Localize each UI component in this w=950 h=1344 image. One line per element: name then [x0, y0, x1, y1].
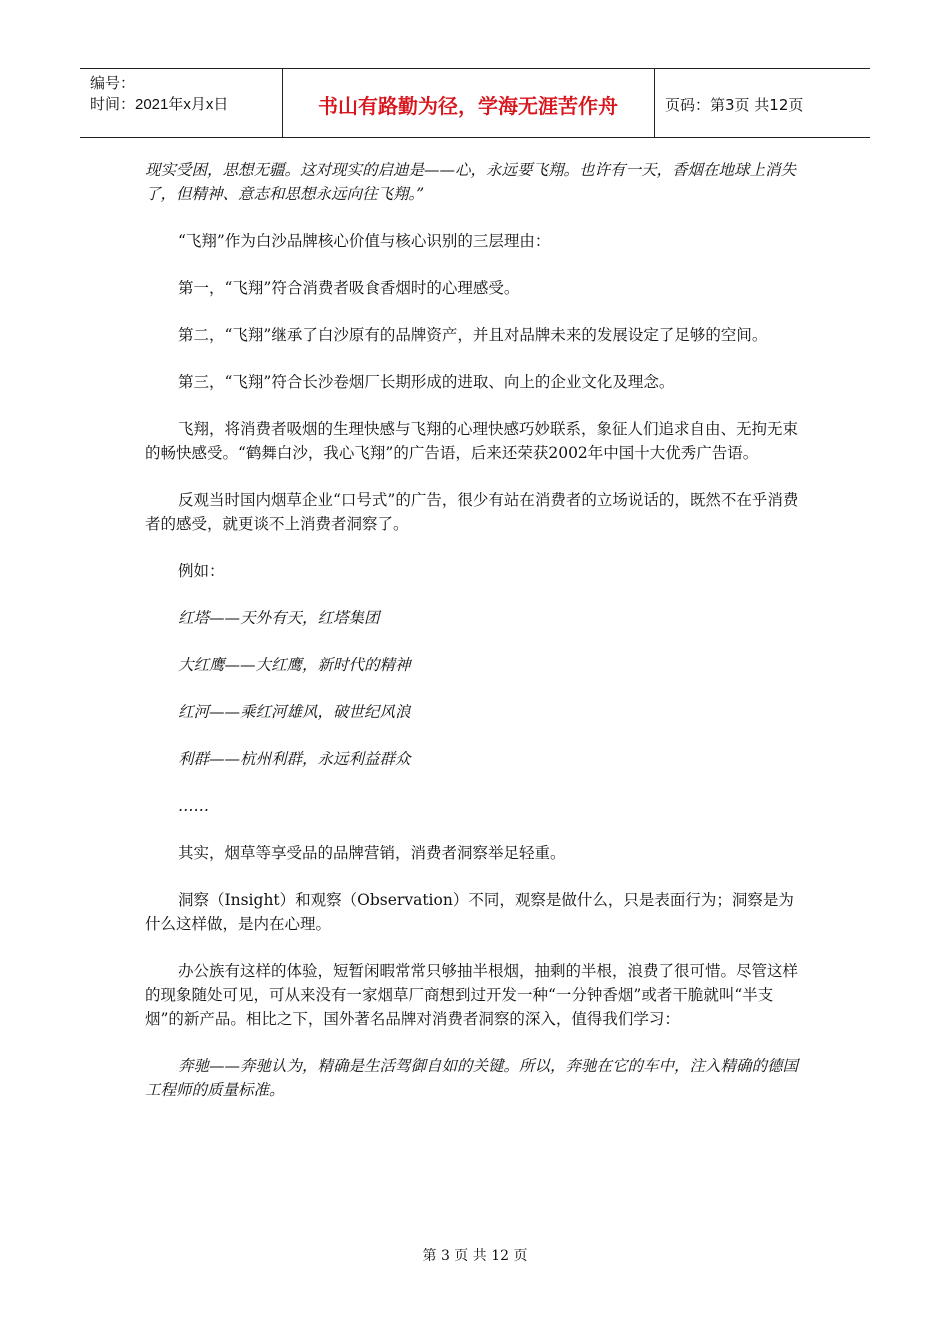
paragraph-reason-1: 第一，“飞翔”符合消费者吸食香烟时的心理感受。 [178, 279, 520, 297]
paragraph-feixiang: 飞翔，将消费者吸烟的生理快感与飞翔的心理快感巧妙联系，象征人们追求自由、无拘无束的畅快感受。“鹤舞白沙，我心飞翔”的广告语，后来还荣获2002年中国十大优秀广告语。 [145, 420, 799, 462]
document-body [145, 158, 805, 1125]
example-hongta: 红塔——天外有天，红塔集团 [178, 609, 380, 627]
ellipsis: …… [178, 797, 209, 815]
header-motto-cell [282, 69, 655, 137]
paragraph-insight-importance: 其实，烟草等享受品的品牌营销，消费者洞察举足轻重。 [178, 844, 566, 862]
paragraph-half-cigarette: 办公族有这样的体验，短暂闲暇常常只够抽半根烟，抽剩的半根，浪费了很可惜。尽管这样的现象随处可见，可从来没有一家烟草厂商想到过开发一种“一分钟香烟”或者干脆就叫“半支烟”的新产品。相比之下，国外著名品牌对消费者洞察的深入，值得我们学习： [145, 962, 799, 1028]
paragraph-slogan-ads: 反观当时国内烟草企业“口号式”的广告，很少有站在消费者的立场说话的，既然不在乎消费者的感受，就更谈不上消费者洞察了。 [145, 491, 799, 533]
motto: 书山有路勤为径，学海无涯苦作舟 [318, 94, 618, 118]
example-liqun: 利群——杭州利群，永远利益群众 [178, 750, 411, 768]
number-label: 编号： [90, 75, 136, 92]
page-footer: 第 3 页 共 12 页 [422, 1248, 528, 1264]
example-honghe: 红河——乘红河雄风，破世纪风浪 [178, 703, 411, 721]
example-dahongying: 大红鹰——大红鹰，新时代的精神 [178, 656, 411, 674]
paragraph-reason-2: 第二，“飞翔”继承了白沙原有的品牌资产，并且对品牌未来的发展设定了足够的空间。 [178, 326, 768, 344]
page-label: 页码：第3页 共12页 [665, 96, 804, 114]
time-label: 时间：2021年x月x日 [90, 96, 229, 113]
header-meta-cell [80, 69, 283, 137]
paragraph-insight-vs-observation: 洞察（Insight）和观察（Observation）不同，观察是做什么，只是表面行为；洞察是为什么这样做，是内在心理。 [145, 891, 794, 933]
paragraph-quote-end: 现实受困，思想无疆。这对现实的启迪是——心，永远要飞翔。也许有一天，香烟在地球上消失了，但精神、意志和思想永远向往飞翔。” [145, 161, 797, 203]
page-header [80, 68, 870, 138]
paragraph-reason-3: 第三，“飞翔”符合长沙卷烟厂长期形成的进取、向上的企业文化及理念。 [178, 373, 675, 391]
paragraph-reasons-intro: “飞翔”作为白沙品牌核心价值与核心识别的三层理由： [178, 232, 551, 250]
paragraph-example-intro: 例如： [178, 562, 225, 580]
header-page-cell [655, 69, 870, 137]
example-benz: 奔驰——奔驰认为，精确是生活驾御自如的关键。所以，奔驰在它的车中，注入精确的德国工程师的质量标准。 [145, 1057, 799, 1099]
